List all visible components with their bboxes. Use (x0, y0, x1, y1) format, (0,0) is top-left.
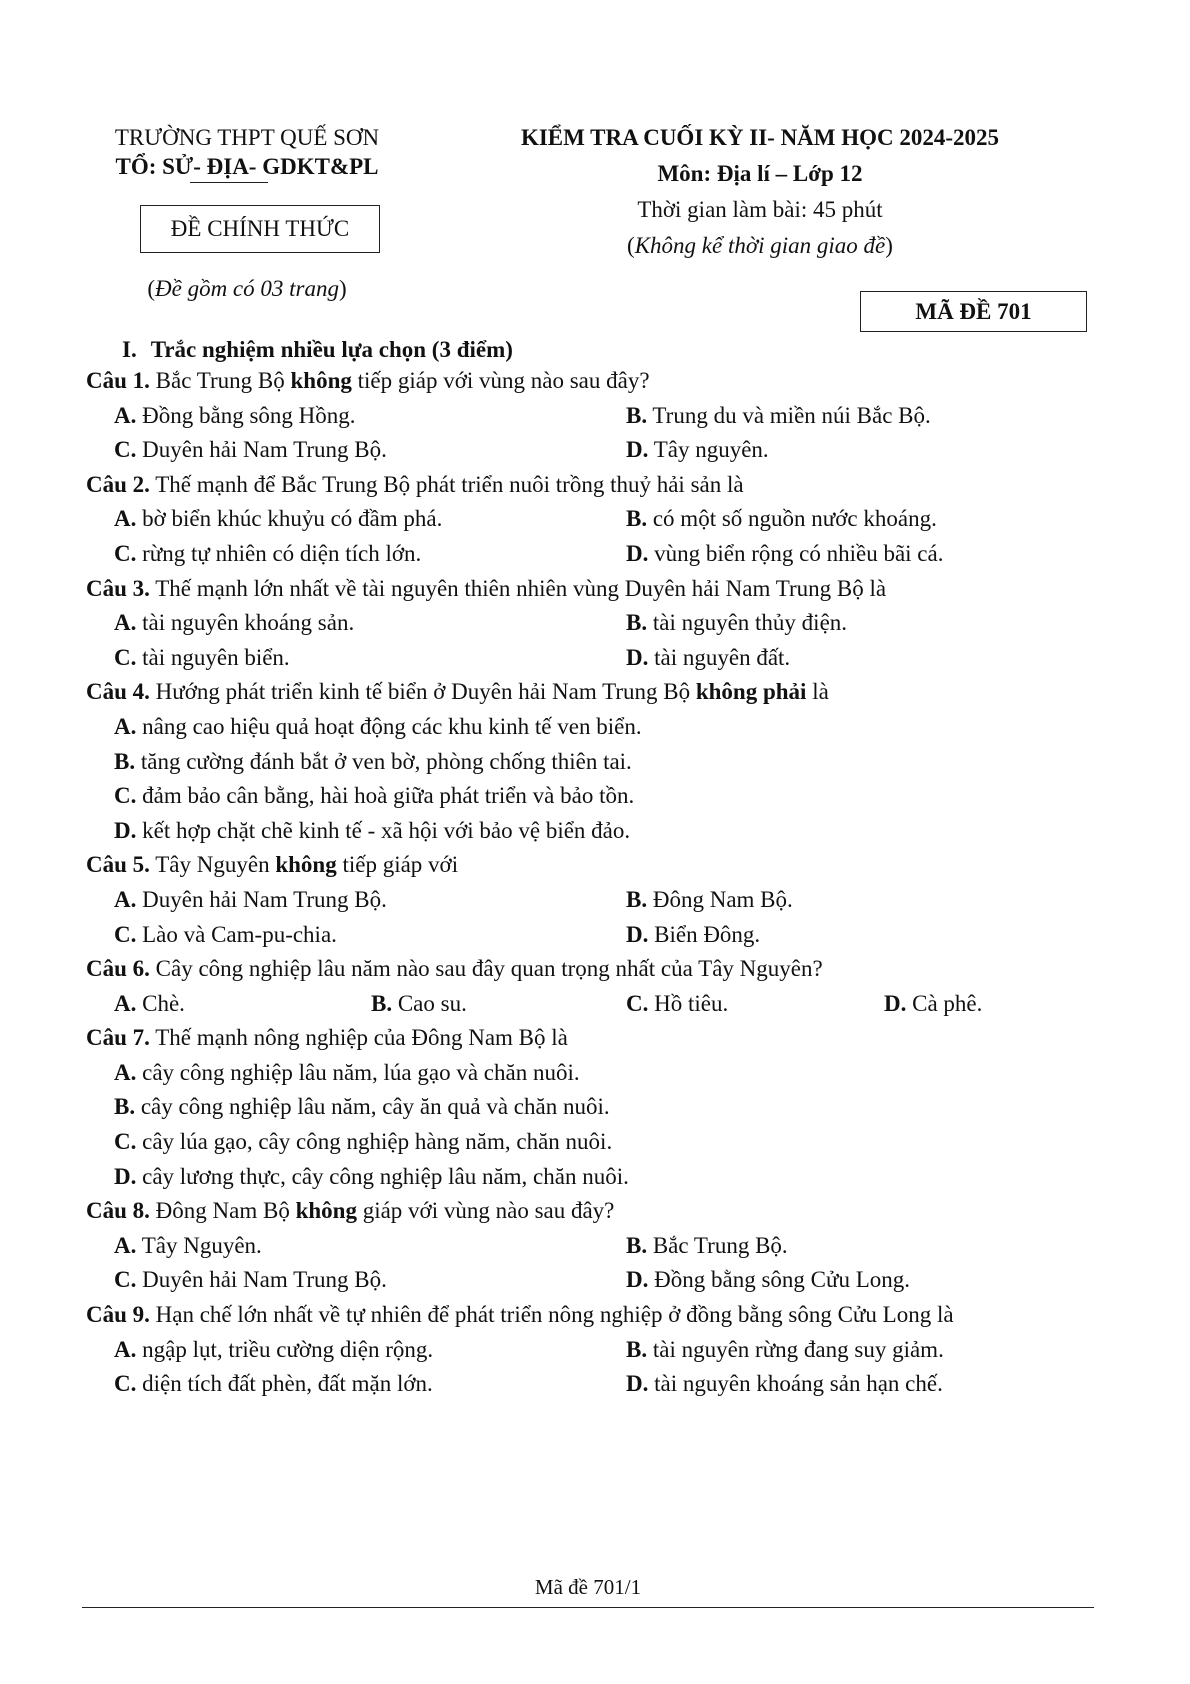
footer-divider (82, 1607, 1094, 1608)
option-text: có một số nguồn nước khoáng. (647, 506, 937, 532)
option-text: tài nguyên rừng đang suy giảm. (647, 1336, 944, 1362)
subject-line: Môn: Địa lí – Lớp 12 (657, 161, 863, 186)
option-row (86, 641, 1116, 676)
answer-option (114, 1267, 387, 1292)
option-row (86, 1263, 1116, 1298)
option-text: diện tích đất phèn, đất mặn lớn. (136, 1371, 433, 1397)
option-cell (114, 918, 337, 953)
option-key: B. (626, 506, 648, 532)
question-block (86, 364, 1116, 468)
option-row (86, 745, 1116, 780)
answer-option (114, 1060, 580, 1085)
question-block (86, 1021, 1116, 1194)
exam-code-box (860, 291, 1087, 332)
option-key: D. (114, 817, 137, 843)
stem-text: là (806, 679, 829, 705)
option-text: đảm bảo cân bằng, hài hoà giữa phát triển và bảo tồn. (136, 783, 635, 809)
option-row (86, 987, 1116, 1022)
option-key: C. (114, 1129, 137, 1155)
answer-option (114, 403, 356, 428)
option-row (86, 502, 1116, 537)
answer-option (626, 991, 728, 1016)
option-cell (884, 987, 982, 1022)
answer-option (626, 887, 793, 912)
question-label: Câu 5. (86, 852, 150, 878)
question-stem (86, 675, 1116, 710)
option-row (86, 433, 1116, 468)
question-stem (86, 364, 1116, 399)
option-row (86, 814, 1116, 849)
question-list (86, 364, 1116, 1402)
question-label: Câu 2. (86, 471, 150, 497)
option-row (86, 1160, 1116, 1195)
question-block (86, 1194, 1116, 1298)
answer-option (114, 714, 642, 739)
option-cell (114, 502, 442, 537)
option-key: D. (626, 437, 649, 463)
page-footer-label: Mã đề 701/1 (534, 1575, 642, 1599)
question-stem (86, 1194, 1116, 1229)
answer-option (114, 991, 185, 1016)
answer-option (114, 1094, 610, 1119)
option-cell (626, 987, 728, 1022)
option-key: A. (114, 1232, 137, 1258)
question-stem (86, 572, 1116, 607)
option-key: A. (114, 402, 137, 428)
option-cell (626, 537, 943, 572)
answer-option (626, 1371, 943, 1396)
official-exam-label: ĐỀ CHÍNH THỨC (170, 216, 350, 241)
stem-text: Thế mạnh nông nghiệp của Đông Nam Bộ là (149, 1025, 568, 1051)
option-text: Cà phê. (906, 990, 983, 1016)
option-row (86, 606, 1116, 641)
option-row (86, 399, 1116, 434)
option-text: vùng biển rộng có nhiều bãi cá. (648, 540, 944, 566)
option-key: C. (114, 540, 137, 566)
question-block (86, 468, 1116, 572)
department-name: TỔ: SỬ- ĐỊA- GDKT&PL (115, 154, 379, 179)
option-text: Duyên hải Nam Trung Bộ. (136, 437, 387, 463)
option-row (86, 1367, 1116, 1402)
answer-option (114, 1164, 629, 1189)
stem-text: Thế mạnh để Bắc Trung Bộ phát triển nuôi trồng thuỷ hải sản là (149, 471, 744, 497)
option-key: D. (114, 1163, 137, 1189)
option-cell (626, 1229, 788, 1264)
option-text: tài nguyên biển. (136, 644, 290, 670)
option-key: B. (114, 1094, 136, 1120)
answer-option (114, 541, 421, 566)
emphasis-text: không (275, 852, 337, 878)
question-stem (86, 468, 1116, 503)
option-text: Tây nguyên. (648, 437, 769, 463)
option-cell (114, 606, 354, 641)
option-key: A. (114, 1336, 137, 1362)
option-row (86, 710, 1116, 745)
option-text: Cao su. (392, 990, 467, 1016)
section-title: Trắc nghiệm nhiều lựa chọn (3 điểm) (150, 337, 513, 362)
answer-option (114, 610, 354, 635)
option-cell (626, 502, 937, 537)
answer-option (626, 645, 790, 670)
option-key: A. (114, 713, 137, 739)
option-cell (626, 1367, 943, 1402)
option-cell (626, 883, 793, 918)
option-key: D. (626, 1267, 649, 1293)
section-heading (122, 336, 513, 364)
answer-option (114, 1233, 262, 1258)
option-row (86, 1090, 1116, 1125)
option-text: Trung du và miền núi Bắc Bộ. (647, 402, 931, 428)
option-text: Đồng bằng sông Cửu Long. (648, 1267, 910, 1293)
department-underline (190, 182, 268, 183)
option-cell (114, 433, 387, 468)
answer-option (626, 1337, 944, 1362)
section-number: I. (122, 337, 137, 362)
option-key: B. (626, 402, 648, 428)
answer-option (114, 506, 442, 531)
question-label: Câu 3. (86, 575, 150, 601)
option-key: B. (626, 1232, 648, 1258)
option-cell (626, 641, 790, 676)
option-text: nâng cao hiệu quả hoạt động các khu kinh tế ven biển. (136, 713, 642, 739)
option-key: A. (114, 990, 137, 1016)
option-text: tài nguyên khoáng sản. (136, 610, 355, 636)
option-key: C. (114, 921, 137, 947)
option-cell (114, 641, 290, 676)
question-stem (86, 1021, 1116, 1056)
option-text: Chè. (136, 990, 185, 1016)
option-key: C. (114, 644, 137, 670)
option-cell (626, 1263, 910, 1298)
option-row (86, 918, 1116, 953)
answer-option (626, 1267, 910, 1292)
answer-option (114, 818, 630, 843)
option-text: bờ biển khúc khuỷu có đầm phá. (136, 506, 443, 532)
option-key: C. (626, 990, 649, 1016)
option-key: C. (114, 1267, 137, 1293)
option-row (86, 1125, 1116, 1160)
option-cell (114, 1229, 262, 1264)
option-cell (114, 1333, 433, 1368)
option-cell (371, 987, 467, 1022)
option-key: D. (626, 644, 649, 670)
option-key: B. (371, 990, 393, 1016)
stem-text: Thế mạnh lớn nhất về tài nguyên thiên nhiên vùng Duyên hải Nam Trung Bộ là (149, 575, 887, 601)
option-key: C. (114, 437, 137, 463)
answer-option (626, 506, 937, 531)
question-label: Câu 4. (86, 679, 150, 705)
emphasis-text: không phải (695, 679, 807, 705)
option-text: Hồ tiêu. (648, 990, 729, 1016)
option-row (86, 537, 1116, 572)
option-key: C. (114, 1371, 137, 1397)
emphasis-text: không (290, 368, 352, 393)
answer-option (626, 541, 943, 566)
question-block (86, 952, 1116, 1021)
option-text: cây công nghiệp lâu năm, lúa gạo và chăn nuôi. (136, 1059, 580, 1085)
answer-option (114, 1337, 433, 1362)
question-stem (86, 848, 1116, 883)
option-text: Lào và Cam-pu-chia. (136, 921, 337, 947)
answer-option (114, 645, 290, 670)
option-cell (114, 987, 185, 1022)
option-text: Duyên hải Nam Trung Bộ. (136, 1267, 387, 1293)
option-key: A. (114, 506, 137, 532)
official-exam-box (140, 205, 380, 253)
option-key: D. (626, 540, 649, 566)
pages-note: (Đề gồm có 03 trang) (147, 276, 347, 301)
answer-option (884, 991, 982, 1016)
exam-code: MÃ ĐỀ 701 (915, 298, 1032, 324)
stem-text: Hướng phát triển kinh tế biển ở Duyên hải Nam Trung Bộ (149, 679, 696, 705)
option-text: rừng tự nhiên có diện tích lớn. (136, 540, 422, 566)
answer-option (626, 437, 769, 462)
stem-text: Hạn chế lớn nhất về tự nhiên để phát triển nông nghiệp ở đồng bằng sông Cửu Long là (149, 1302, 954, 1328)
option-text: cây công nghiệp lâu năm, cây ăn quả và chăn nuôi. (135, 1094, 610, 1120)
question-label: Câu 6. (86, 956, 150, 982)
answer-option (371, 991, 467, 1016)
option-text: cây lúa gạo, cây công nghiệp hàng năm, chăn nuôi. (136, 1129, 613, 1155)
stem-text: Đông Nam Bộ (149, 1198, 296, 1224)
option-cell (114, 1367, 433, 1402)
question-stem (86, 1298, 1116, 1333)
option-row (86, 1056, 1116, 1091)
option-key: B. (626, 886, 648, 912)
option-key: C. (114, 783, 137, 809)
option-text: Đông Nam Bộ. (647, 886, 793, 912)
option-cell (114, 883, 387, 918)
option-row (86, 1333, 1116, 1368)
option-key: A. (114, 1059, 137, 1085)
option-row (86, 779, 1116, 814)
answer-option (114, 1371, 433, 1396)
stem-text: Cây công nghiệp lâu năm nào sau đây quan trọng nhất của Tây Nguyên? (149, 956, 823, 982)
option-cell (626, 1333, 944, 1368)
duration-note: (Không kể thời gian giao đề) (627, 233, 893, 258)
question-label: Câu 1. (86, 368, 150, 393)
stem-text: giáp với vùng nào sau đây? (356, 1198, 615, 1224)
option-text: cây lương thực, cây công nghiệp lâu năm, chăn nuôi. (136, 1163, 629, 1189)
option-key: A. (114, 610, 137, 636)
question-label: Câu 7. (86, 1025, 150, 1051)
question-block (86, 572, 1116, 676)
answer-option (626, 1233, 788, 1258)
option-cell (626, 399, 931, 434)
question-label: Câu 9. (86, 1302, 150, 1328)
option-row (86, 1229, 1116, 1264)
answer-option (114, 437, 387, 462)
answer-option (626, 922, 760, 947)
exam-title: KIỂM TRA CUỐI KỲ II- NĂM HỌC 2024-2025 (520, 125, 1000, 150)
option-cell (626, 606, 847, 641)
answer-option (626, 610, 847, 635)
option-text: Bắc Trung Bộ. (647, 1232, 788, 1258)
answer-option (626, 403, 931, 428)
school-name: TRƯỜNG THPT QUẾ SƠN (114, 125, 380, 150)
stem-text: tiếp giáp với vùng nào sau đây? (351, 368, 650, 393)
option-text: kết hợp chặt chẽ kinh tế - xã hội với bảo vệ biển đảo. (136, 817, 631, 843)
stem-text: Bắc Trung Bộ (149, 368, 291, 393)
option-text: Duyên hải Nam Trung Bộ. (136, 886, 387, 912)
duration-line: Thời gian làm bài: 45 phút (637, 197, 883, 222)
answer-option (114, 1129, 612, 1154)
option-key: A. (114, 886, 137, 912)
answer-option (114, 887, 387, 912)
option-key: D. (626, 921, 649, 947)
option-key: D. (626, 1371, 649, 1397)
option-text: tài nguyên đất. (648, 644, 791, 670)
stem-text: Tây Nguyên (149, 852, 276, 878)
option-text: tăng cường đánh bắt ở ven bờ, phòng chống thiên tai. (135, 748, 632, 774)
option-cell (114, 537, 421, 572)
option-cell (114, 399, 356, 434)
option-key: B. (114, 748, 136, 774)
option-key: B. (626, 1336, 648, 1362)
question-block (86, 675, 1116, 848)
option-row (86, 883, 1116, 918)
option-cell (626, 433, 769, 468)
option-text: Tây Nguyên. (136, 1232, 262, 1258)
question-stem (86, 952, 1116, 987)
option-key: D. (884, 990, 907, 1016)
stem-text: tiếp giáp với (336, 852, 459, 878)
emphasis-text: không (295, 1198, 357, 1224)
answer-option (114, 749, 632, 774)
question-block (86, 1298, 1116, 1402)
option-cell (114, 1263, 387, 1298)
question-block (86, 848, 1116, 952)
option-text: ngập lụt, triều cường diện rộng. (136, 1336, 434, 1362)
option-key: B. (626, 610, 648, 636)
option-text: tài nguyên khoáng sản hạn chế. (648, 1371, 943, 1397)
answer-option (114, 783, 634, 808)
answer-option (114, 922, 337, 947)
option-cell (626, 918, 760, 953)
option-text: Biển Đông. (648, 921, 761, 947)
question-label: Câu 8. (86, 1198, 150, 1224)
option-text: tài nguyên thủy điện. (647, 610, 848, 636)
option-text: Đồng bằng sông Hồng. (136, 402, 356, 428)
